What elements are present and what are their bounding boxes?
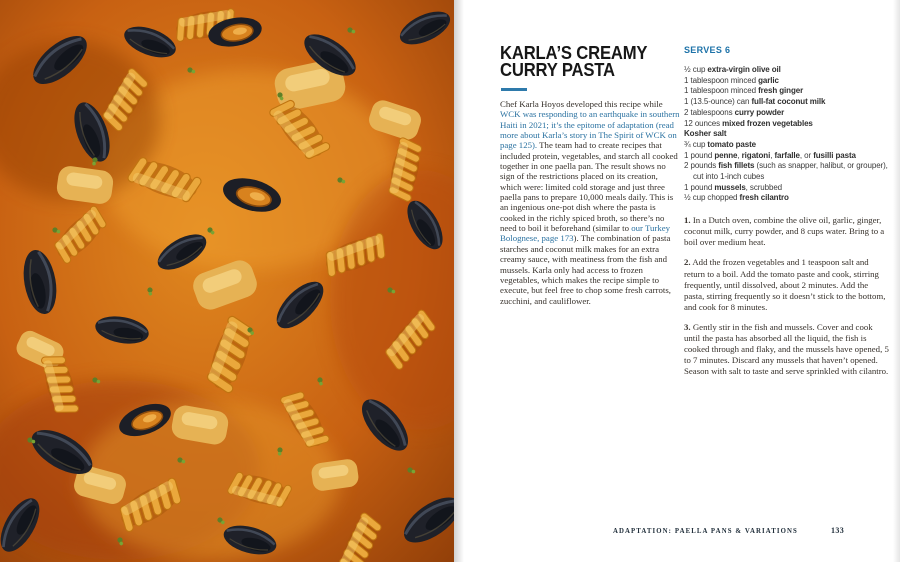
- page-number: 133: [831, 526, 845, 535]
- step-number: 3.: [684, 321, 691, 332]
- ingredients-list: [684, 65, 896, 204]
- page-reference-link[interactable]: our Turkey Bolognese, page 173: [500, 223, 671, 244]
- recipe-step: [684, 215, 890, 248]
- ingredient-line: 2 tablespoons curry powder: [684, 107, 785, 117]
- step-text: Gently stir in the fish and mussels. Cover and cook until the pasta has absorbed all the liquid, the fish is cooked through and flaky, and the mussels have opened, 5 to 7 minutes. Discard any mussels that haven’t opened. Season with salt to taste and serve sprinkled with cilantro.: [684, 321, 889, 377]
- step-number: 2.: [684, 257, 691, 268]
- recipe-step: [684, 257, 890, 312]
- ingredients-column: [684, 45, 896, 386]
- page-title: [500, 44, 647, 78]
- title-line-1: KARLA’S CREAMY: [500, 42, 648, 63]
- ingredient-line: 1 tablespoon minced garlic: [684, 75, 779, 85]
- recipe-step: [684, 322, 890, 377]
- page-reference-link[interactable]: WCK was responding to an earthquake in southern Haiti in 2021; it’s the epitome of adaptation (read more about Karla’s story in The Spirit of WCK on page 125).: [500, 109, 680, 151]
- steps-list: [684, 215, 890, 377]
- step-number: 1.: [684, 215, 691, 226]
- title-accent-dash: [501, 88, 527, 91]
- step-text: Add the frozen vegetables and 1 teaspoon salt and return to a boil. Add the tomato paste and cook, stirring frequently, until dissolved, about 2 minutes. Add the pasta, stirring frequently so it doesn’t stick to the bottom, and cook for 8 minutes.: [684, 257, 886, 312]
- ingredient-line: 1 pound penne, rigatoni, farfalle, or fusilli pasta: [684, 150, 856, 160]
- ingredient-line: 1 tablespoon minced fresh ginger: [684, 86, 804, 96]
- ingredient-line: ½ cup extra-virgin olive oil: [684, 65, 781, 74]
- ingredient-line: 2 pounds fish fillets (such as snapper, halibut, or grouper), cut into 1-inch cubes: [684, 161, 888, 182]
- intro-paragraph: Chef Karla Hoyos developed this recipe while WCK was responding to an earthquake in southern Haiti in 2021; it’s the epitome of adaptation (read more about Karla’s story in The Spirit of WCK on page 125). The team had to create recipes that included protein, vegetables, and starch all cooked together in one paella pan. The result shows no sign of the restrictions placed on its creation, which were: limited cold storage and just three paella pans to prepare 10,000 meals daily. This is an ingenious one-pot dish where the pasta is cooked in the richly spiced broth, so there’s no need to boil it beforehand (similar to our Turkey Bolognese, page 173). The combination of pasta starches and coconut milk makes for an extra creamy sauce, with meatiness from the fish and mussels. Karla only had access to frozen vegetables, which makes the recipe simple to execute, but feel free to chop some fresh carrots, zucchini, and cauliflower.: [500, 99, 680, 306]
- ingredient-line: Kosher salt: [684, 129, 727, 139]
- ingredient-line: ½ cup chopped fresh cilantro: [684, 193, 789, 203]
- step-text: In a Dutch oven, combine the olive oil, garlic, ginger, coconut milk, curry powder, and 8 cups water. Bring to a boil over medium heat.: [684, 215, 885, 248]
- recipe-page: [454, 0, 900, 562]
- ingredient-line: ¾ cup tomato paste: [684, 139, 757, 149]
- ingredient-line: 1 (13.5-ounce) can full-fat coconut milk: [684, 97, 826, 107]
- serves-label: SERVES 6: [684, 45, 731, 55]
- ingredient-line: 12 ounces mixed frozen vegetables: [684, 118, 813, 128]
- ingredient-line: 1 pound mussels, scrubbed: [684, 182, 783, 192]
- footer-section-label: ADAPTATION: PAELLA PANS & VARIATIONS: [613, 528, 798, 535]
- title-line-2: CURRY PASTA: [500, 59, 615, 80]
